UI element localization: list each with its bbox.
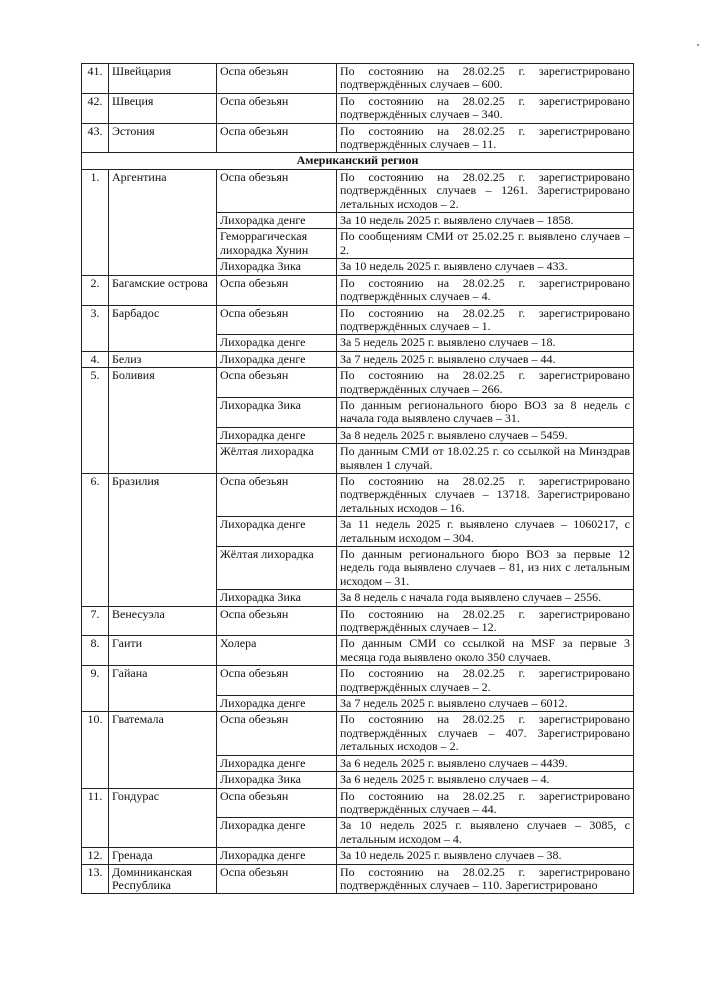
table-row (82, 93, 634, 123)
country-name: Доминиканская Республика (109, 864, 217, 894)
country-name: Швеция (109, 93, 217, 123)
disease-name: Оспа обезьян (217, 606, 337, 636)
row-number: 43. (82, 123, 109, 153)
table-row (82, 606, 634, 636)
row-number: 2. (82, 275, 109, 305)
situation-info: За 6 недель 2025 г. выявлено случаев – 4439. (337, 755, 634, 771)
situation-info: По состоянию на 28.02.25 г. зарегистрировано подтверждённых случаев – 600. (337, 64, 634, 94)
situation-info: По данным регионального бюро ВОЗ за первые 12 недель года выявлено случаев – 81, из них с летальным исходом – 31. (337, 547, 634, 590)
disease-name: Лихорадка денге (217, 517, 337, 547)
row-number: 5. (82, 368, 109, 474)
situation-info: За 10 недель 2025 г. выявлено случаев – 3085, с летальным исходом – 4. (337, 818, 634, 848)
situation-info: За 8 недель 2025 г. выявлено случаев – 5459. (337, 427, 634, 443)
row-number: 13. (82, 864, 109, 894)
disease-name: Оспа обезьян (217, 275, 337, 305)
disease-name: Оспа обезьян (217, 368, 337, 398)
table-row (82, 169, 634, 212)
disease-name: Жёлтая лихорадка (217, 444, 337, 474)
disease-name: Лихорадка денге (217, 213, 337, 229)
country-name: Гайана (109, 666, 217, 712)
situation-info: По данным СМИ со ссылкой на MSF за первые 3 месяца года выявлено около 350 случаев. (337, 636, 634, 666)
country-name: Барбадос (109, 305, 217, 351)
situation-info: За 6 недель 2025 г. выявлено случаев – 4. (337, 772, 634, 788)
country-name: Боливия (109, 368, 217, 474)
table-row (82, 275, 634, 305)
disease-name: Оспа обезьян (217, 473, 337, 516)
row-number: 11. (82, 788, 109, 848)
row-number: 10. (82, 712, 109, 788)
situation-info: По состоянию на 28.02.25 г. зарегистрировано подтверждённых случаев – 44. (337, 788, 634, 818)
situation-info: За 10 недель 2025 г. выявлено случаев – 433. (337, 259, 634, 275)
disease-name: Лихорадка Зика (217, 259, 337, 275)
situation-info: По данным регионального бюро ВОЗ за 8 недель с начала года выявлено случаев – 31. (337, 397, 634, 427)
situation-info: По состоянию на 28.02.25 г. зарегистрировано подтверждённых случаев – 2. (337, 666, 634, 696)
table-row (82, 473, 634, 516)
table-row (82, 712, 634, 755)
table-row (82, 368, 634, 398)
country-name: Гватемала (109, 712, 217, 788)
table-row (82, 666, 634, 696)
table-row (82, 636, 634, 666)
situation-info: За 10 недель 2025 г. выявлено случаев – 1858. (337, 213, 634, 229)
region-row (82, 153, 634, 169)
disease-name: Оспа обезьян (217, 93, 337, 123)
situation-info: За 11 недель 2025 г. выявлено случаев – 1060217, с летальным исходом – 304. (337, 517, 634, 547)
situation-info: За 7 недель 2025 г. выявлено случаев – 44. (337, 351, 634, 367)
country-name: Бразилия (109, 473, 217, 606)
disease-name: Оспа обезьян (217, 64, 337, 94)
disease-name: Оспа обезьян (217, 123, 337, 153)
disease-name: Лихорадка Зика (217, 397, 337, 427)
situation-info: По состоянию на 28.02.25 г. зарегистрировано подтверждённых случаев – 11. (337, 123, 634, 153)
table-row (82, 848, 634, 864)
table-row (82, 864, 634, 894)
row-number: 12. (82, 848, 109, 864)
table-row (82, 123, 634, 153)
situation-info: По состоянию на 28.02.25 г. зарегистрировано подтверждённых случаев – 1. (337, 305, 634, 335)
disease-name: Лихорадка денге (217, 351, 337, 367)
situation-info: По данным СМИ от 18.02.25 г. со ссылкой на Минздрав выявлен 1 случай. (337, 444, 634, 474)
country-name: Швейцария (109, 64, 217, 94)
region-heading: Американский регион (82, 153, 634, 169)
row-number: 9. (82, 666, 109, 712)
disease-name: Оспа обезьян (217, 712, 337, 755)
disease-name: Оспа обезьян (217, 666, 337, 696)
situation-info: По состоянию на 28.02.25 г. зарегистрировано подтверждённых случаев – 4. (337, 275, 634, 305)
situation-info: По состоянию на 28.02.25 г. зарегистрировано подтверждённых случаев – 12. (337, 606, 634, 636)
disease-name: Лихорадка денге (217, 427, 337, 443)
table-row (82, 351, 634, 367)
situation-info: По состоянию на 28.02.25 г. зарегистрировано подтверждённых случаев – 266. (337, 368, 634, 398)
disease-name: Лихорадка денге (217, 848, 337, 864)
disease-name: Лихорадка денге (217, 696, 337, 712)
table-row (82, 305, 634, 335)
situation-info: По состоянию на 28.02.25 г. зарегистрировано подтверждённых случаев – 110. Зарегистрировано (337, 864, 634, 894)
table-row (82, 788, 634, 818)
disease-name: Лихорадка денге (217, 335, 337, 351)
table-body (82, 64, 634, 894)
row-number: 42. (82, 93, 109, 123)
country-name: Багамские острова (109, 275, 217, 305)
situation-info: За 10 недель 2025 г. выявлено случаев – 38. (337, 848, 634, 864)
row-number: 4. (82, 351, 109, 367)
disease-name: Оспа обезьян (217, 864, 337, 894)
epidemic-situation-table (81, 63, 634, 894)
row-number: 3. (82, 305, 109, 351)
country-name: Эстония (109, 123, 217, 153)
situation-info: По состоянию на 28.02.25 г. зарегистрировано подтверждённых случаев – 1261. Зарегистрировано летальных исходов – 2. (337, 169, 634, 212)
disease-name: Оспа обезьян (217, 305, 337, 335)
country-name: Гаити (109, 636, 217, 666)
disease-name: Лихорадка Зика (217, 772, 337, 788)
country-name: Гондурас (109, 788, 217, 848)
country-name: Белиз (109, 351, 217, 367)
disease-name: Лихорадка денге (217, 755, 337, 771)
country-name: Аргентина (109, 169, 217, 275)
disease-name: Оспа обезьян (217, 169, 337, 212)
row-number: 8. (82, 636, 109, 666)
situation-info: По сообщениям СМИ от 25.02.25 г. выявлено случаев – 2. (337, 229, 634, 259)
table-row (82, 64, 634, 94)
disease-name: Лихорадка Зика (217, 590, 337, 606)
situation-info: За 5 недель 2025 г. выявлено случаев – 18. (337, 335, 634, 351)
disease-name: Холера (217, 636, 337, 666)
scan-speck (697, 44, 699, 46)
row-number: 6. (82, 473, 109, 606)
country-name: Венесуэла (109, 606, 217, 636)
country-name: Гренада (109, 848, 217, 864)
disease-name: Жёлтая лихорадка (217, 547, 337, 590)
disease-name: Лихорадка денге (217, 818, 337, 848)
situation-info: За 7 недель 2025 г. выявлено случаев – 6012. (337, 696, 634, 712)
disease-name: Оспа обезьян (217, 788, 337, 818)
row-number: 7. (82, 606, 109, 636)
situation-info: За 8 недель с начала года выявлено случаев – 2556. (337, 590, 634, 606)
disease-name: Геморрагическая лихорадка Хунин (217, 229, 337, 259)
row-number: 1. (82, 169, 109, 275)
situation-info: По состоянию на 28.02.25 г. зарегистрировано подтверждённых случаев – 340. (337, 93, 634, 123)
row-number: 41. (82, 64, 109, 94)
situation-info: По состоянию на 28.02.25 г. зарегистрировано подтверждённых случаев – 13718. Зарегистрировано летальных исходов – 16. (337, 473, 634, 516)
situation-info: По состоянию на 28.02.25 г. зарегистрировано подтверждённых случаев – 407. Зарегистрировано летальных исходов – 2. (337, 712, 634, 755)
